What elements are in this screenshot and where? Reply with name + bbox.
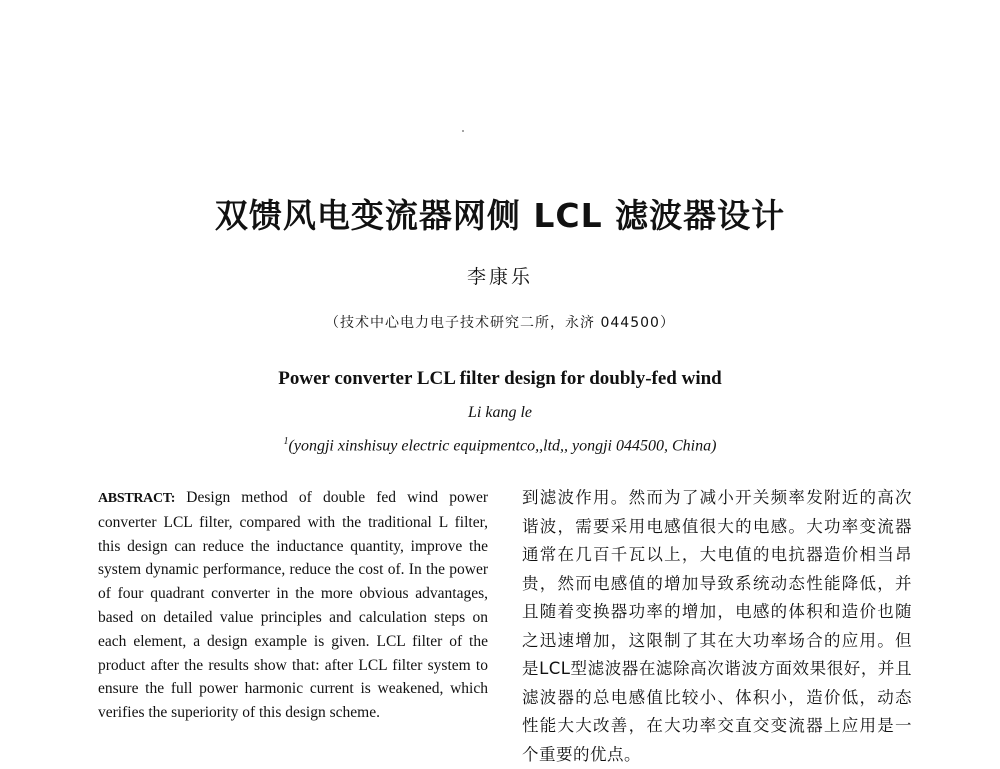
abstract-paragraph xyxy=(98,486,488,725)
scan-artifact-dot xyxy=(462,130,464,132)
abstract-label: ABSTRACT: xyxy=(98,491,176,506)
author-name-cn: 李康乐 xyxy=(466,266,533,288)
author-name-en: Li kang le xyxy=(468,404,532,421)
affiliation-cn: （技术中心电力电子技术研究二所，永济 044500） xyxy=(325,315,675,331)
body-text-cn: 到滤波作用。然而为了减小开关频率发附近的高次谐波，需要采用电感值很大的电感。大功率变流器通常在几百千瓦以上，大电值的电抗器造价相当昂贵，然而电感值的增加导致系统动态性能降低，并且随着变换器功率的增加，电感的体积和造价也随之迅速增加，这限制了其在大功率场合的应用。但是LCL型滤波器在滤除高次谐波方面效果很好，并且滤波器的总电感值比较小、体积小，造价低，动态性能大大改善，在大功率交直交变流器上应用是一个重要的优点。 xyxy=(522,488,912,764)
paper-title-cn: 双馈风电变流器网侧 LCL 滤波器设计 xyxy=(214,196,786,235)
affiliation-en-text: (yongji xinshisuy electric equipmentco,,ltd,, yongji 044500, China) xyxy=(288,437,717,455)
affiliation-superscript: 1 xyxy=(283,436,289,447)
affiliation-en xyxy=(0,436,1000,455)
abstract-text: Design method of double fed wind power converter LCL filter, compared with the traditional L filter, this design can reduce the inductance quantity, improve the system dynamic performance, reduce the cost of. In the power of four quadrant converter in the more obvious advantages, based on detailed value principles and calculation steps on each element, a design example is given. LCL filter of the product after the results show that: after LCL filter system to ensure the full power harmonic current is weakened, which verifies the superiority of this design scheme. xyxy=(98,489,488,722)
paper-title-en: Power converter LCL filter design for doubly-fed wind xyxy=(278,368,722,389)
